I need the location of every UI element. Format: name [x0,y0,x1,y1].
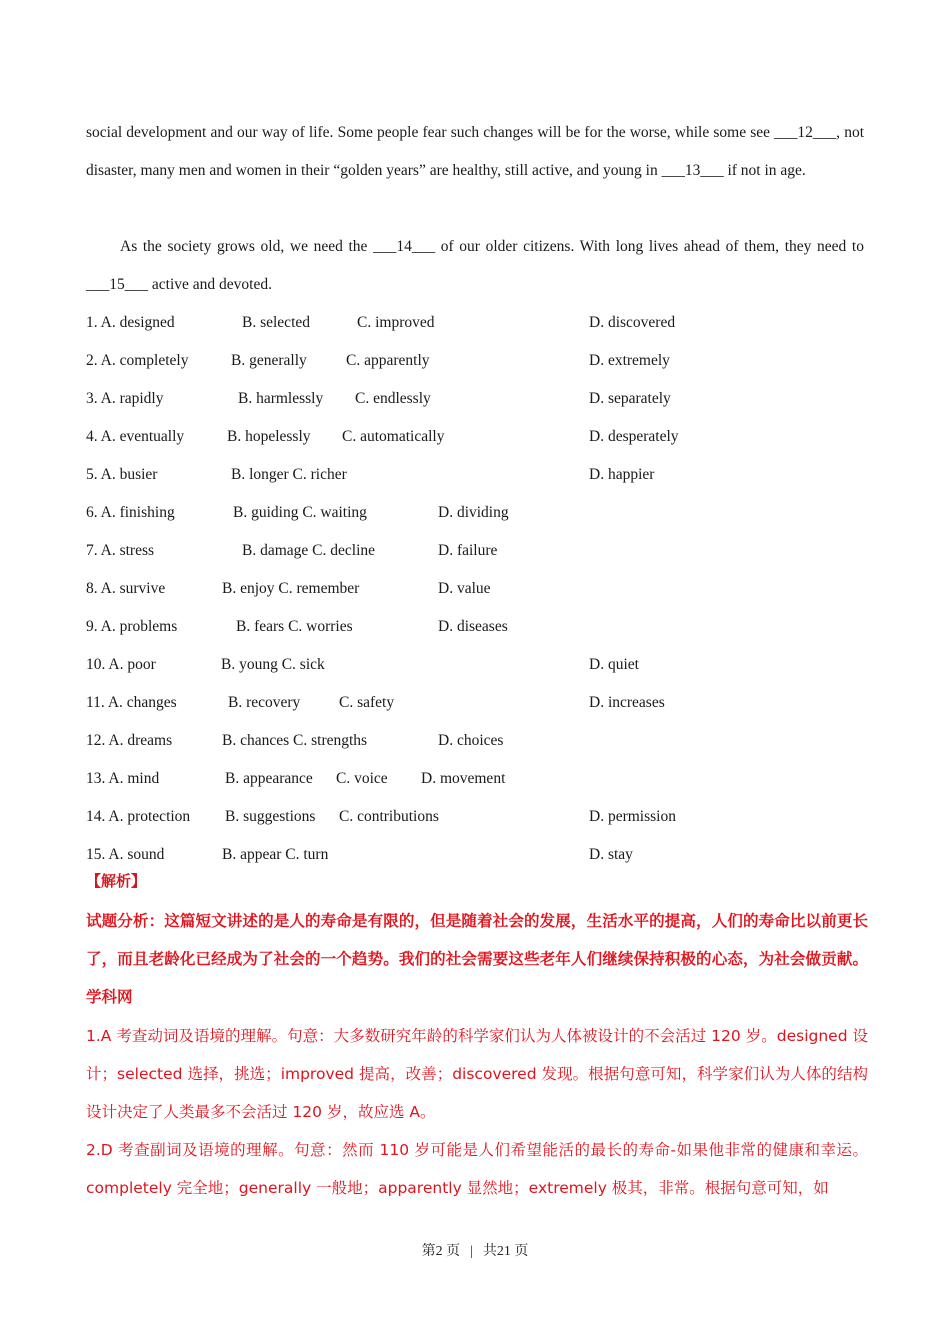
passage-paragraph-1: social development and our way of life. Some people fear such changes will be for the worse, while some see ___12___, not disaster, many men and women in their “golden years” are healthy, still active, and young in ___13___ if not in age. [86,124,864,179]
option-d: D. movement [421,770,506,787]
option-a: 4. A. eventually [86,428,185,445]
option-row [86,836,886,874]
analysis-item-1: 1.A 考查动词及语境的理解。句意：大多数研究年龄的科学家们认为人体被设计的不会活过 120 岁。designed 设计；selected 选择，挑选；improved 提高，改善；discovered 发现。根据句意可知，科学家们认为人体的结构设计决定了人类最多不会活过 120 岁，故应选 A。 [86,1027,868,1121]
option-b: B. recovery [228,694,301,711]
option-d: D. permission [589,808,676,825]
option-b: B. suggestions [225,808,316,825]
option-d: D. dividing [438,504,509,521]
option-c: C. voice [336,770,388,787]
analysis-summary: 试题分析：这篇短文讲述的是人的寿命是有限的，但是随着社会的发展，生活水平的提高，人们的寿命比以前更长了，而且老龄化已经成为了社会的一个趋势。我们的社会需要这些老年人们继续保持积极的心态，为社会做贡献。学科网 [86,912,868,1006]
option-b: B. appearance [225,770,313,787]
analysis-heading: 【解析】 [86,872,147,890]
option-d: D. increases [589,694,665,711]
option-a: 5. A. busier [86,466,158,483]
option-a: 3. A. rapidly [86,390,164,407]
option-a: 15. A. sound [86,846,165,863]
page-total: 共21 页 [482,1244,529,1259]
option-b: B. chances C. strengths [222,732,368,749]
option-a: 14. A. protection [86,808,191,825]
option-b: B. hopelessly [227,428,311,445]
option-b: B. enjoy C. remember [222,580,360,597]
option-d: D. desperately [589,428,679,445]
analysis-item-2: 2.D 考查副词及语境的理解。句意：然而 110 岁可能是人们希望能活的最长的寿命-如果他非常的健康和幸运。completely 完全地；generally 一般地；apparently 显然地；extremely 极其，非常。根据句意可知，如 [86,1141,868,1197]
option-c: C. endlessly [355,390,431,407]
option-b: B. guiding C. waiting [233,504,367,521]
option-a: 6. A. finishing [86,504,175,521]
page-number: 第2 页 [421,1244,461,1259]
page-footer [0,1240,950,1260]
option-d: D. value [438,580,491,597]
option-b: B. generally [231,352,307,369]
option-d: D. choices [438,732,504,749]
option-d: D. separately [589,390,671,407]
passage-paragraph-2: As the society grows old, we need the ___14___ of our older citizens. With long lives ahead of them, they need to ___15___ active and devoted. [86,238,864,293]
option-d: D. discovered [589,314,676,331]
option-b: B. selected [242,314,311,331]
option-b: B. harmlessly [238,390,324,407]
option-row [86,798,886,836]
option-a: 7. A. stress [86,542,155,559]
option-a: 8. A. survive [86,580,166,597]
option-d: D. quiet [589,656,639,673]
option-b: B. damage C. decline [242,542,375,559]
option-row [86,494,886,532]
option-b: B. young C. sick [221,656,325,673]
option-row [86,646,886,684]
option-row [86,760,886,798]
option-c: C. automatically [342,428,445,445]
option-a: 9. A. problems [86,618,178,635]
option-d: D. diseases [438,618,508,635]
option-b: B. appear C. turn [222,846,329,863]
option-a: 2. A. completely [86,352,189,369]
option-row [86,304,886,342]
option-b: B. fears C. worries [236,618,353,635]
footer-separator: | [470,1244,473,1259]
option-c: C. safety [339,694,395,711]
option-c: C. improved [357,314,435,331]
option-a: 1. A. designed [86,314,175,331]
option-d: D. failure [438,542,498,559]
options-list [86,304,886,874]
option-b: B. longer C. richer [231,466,347,483]
option-row [86,342,886,380]
option-a: 11. A. changes [86,694,177,711]
option-row [86,608,886,646]
option-a: 12. A. dreams [86,732,173,749]
option-d: D. extremely [589,352,670,369]
option-row [86,570,886,608]
option-a: 13. A. mind [86,770,160,787]
option-row [86,418,886,456]
option-row [86,722,886,760]
option-c: C. contributions [339,808,439,825]
option-d: D. stay [589,846,633,863]
option-c: C. apparently [346,352,430,369]
option-row [86,456,886,494]
option-row [86,380,886,418]
option-row [86,532,886,570]
option-d: D. happier [589,466,655,483]
option-row [86,684,886,722]
option-a: 10. A. poor [86,656,156,673]
